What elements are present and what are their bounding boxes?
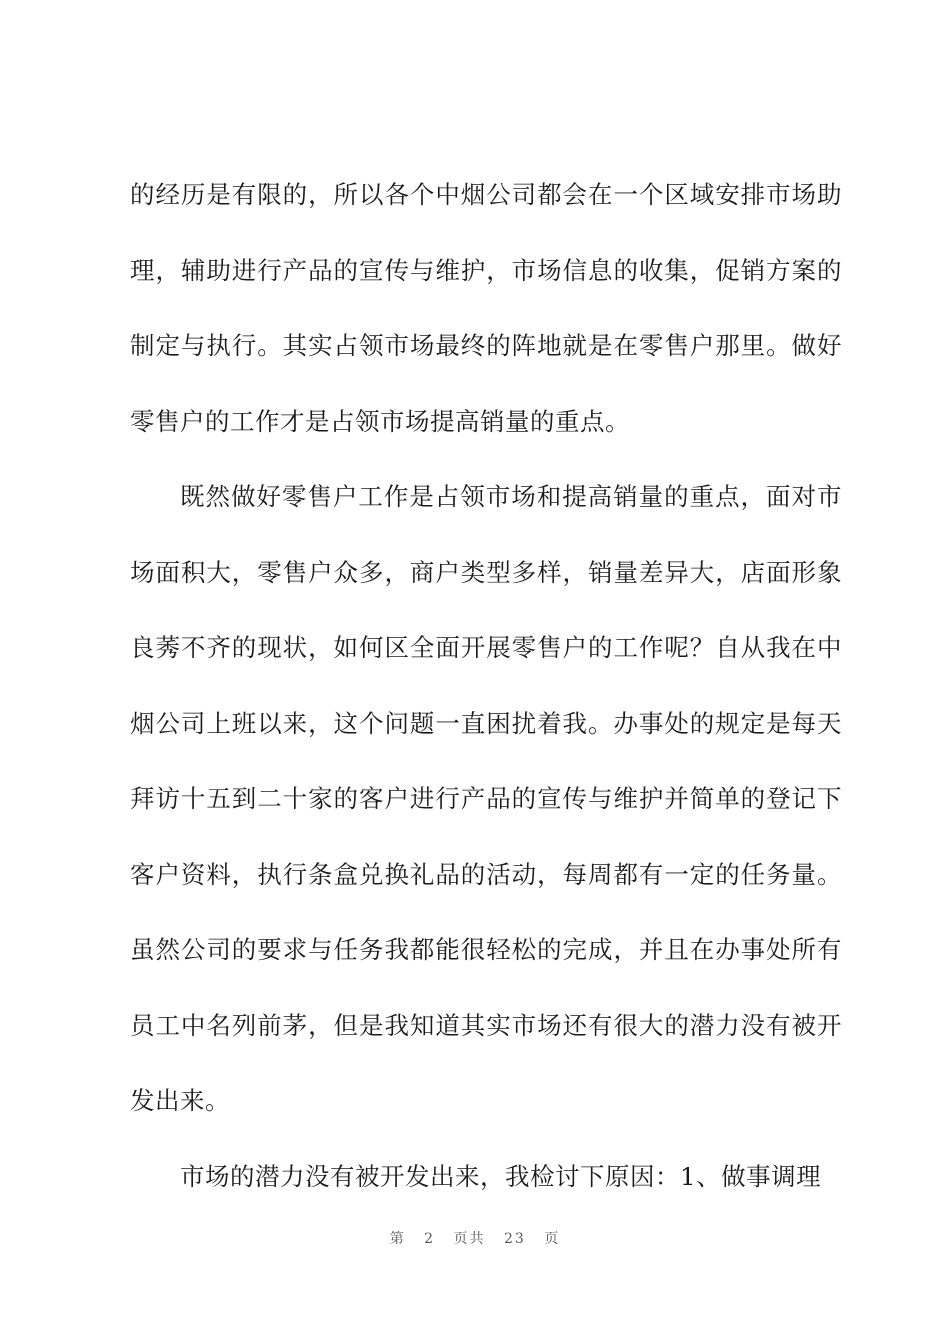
body-text (130, 166, 842, 1223)
text-line: 场面积大，零售户众多，商户类型多样，销量差异大，店面形象 (130, 557, 842, 587)
text-line: 拜访十五到二十家的客户进行产品的宣传与维护并简单的登记下 (130, 784, 842, 813)
text-line: 虽然公司的要求与任务我都能很轻松的完成，并且在办事处所有 (130, 935, 842, 964)
text-line: 零售户的工作才是占领市场提高销量的重点。 (130, 406, 630, 436)
page-number-footer: 第 2 页共 23 页 (389, 1231, 561, 1247)
text-line: 客户资料，执行条盒兑换礼品的活动，每周都有一定的任务量。 (130, 859, 842, 889)
paragraph-first-line: 既然做好零售户工作是占领市场和提高销量的重点，面对市 (180, 482, 842, 511)
text-line: 理，辅助进行产品的宣传与维护，市场信息的收集，促销方案的 (130, 255, 842, 285)
text-line: 员工中名列前茅，但是我知道其实市场还有很大的潜力没有被开 (130, 1010, 842, 1040)
text-line: 的经历是有限的，所以各个中烟公司都会在一个区域安排市场助 (130, 180, 842, 209)
text-line: 良莠不齐的现状，如何区全面开展零售户的工作呢？自从我在中 (130, 633, 842, 662)
text-line: 制定与执行。其实占领市场最终的阵地就是在零售户那里。做好 (130, 331, 842, 360)
text-line: 烟公司上班以来，这个问题一直困扰着我。办事处的规定是每天 (130, 708, 842, 738)
paragraph-first-line: 市场的潜力没有被开发出来，我检讨下原因：1、做事调理 (180, 1161, 822, 1191)
text-line: 发出来。 (130, 1086, 230, 1115)
